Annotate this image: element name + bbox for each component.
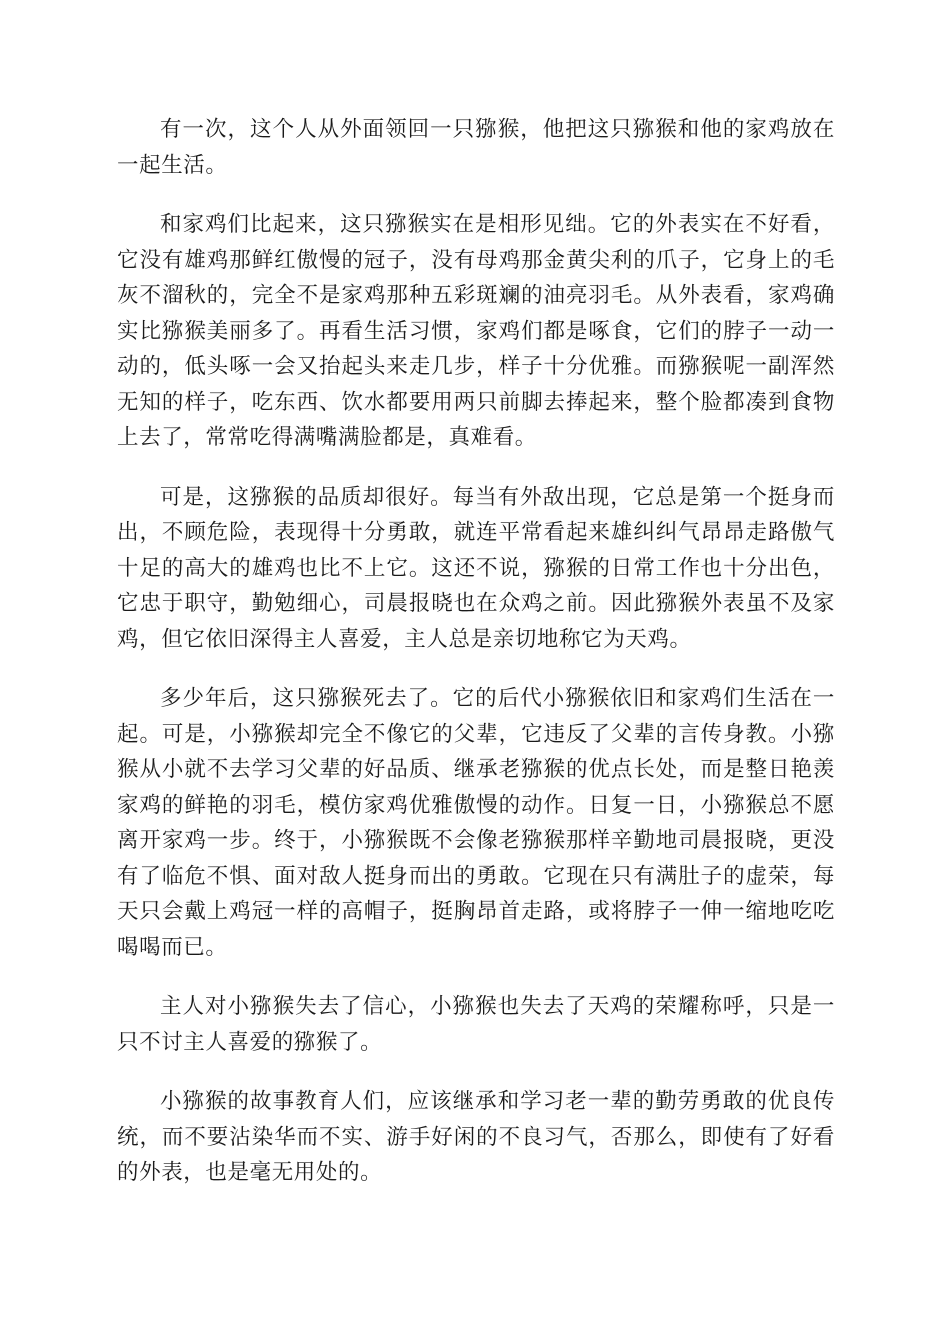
paragraph-6: 小猕猴的故事教育人们，应该继承和学习老一辈的勤劳勇敢的优良传统，而不要沾染华而不实、游手好闲的不良习气，否那么，即使有了好看的外表，也是毫无用处的。: [117, 1089, 835, 1185]
paragraph-1: 有一次，这个人从外面领回一只猕猴，他把这只猕猴和他的家鸡放在一起生活。: [117, 117, 835, 178]
document-page: [117, 112, 835, 1215]
paragraph-4: 多少年后，这只猕猴死去了。它的后代小猕猴依旧和家鸡们生活在一起。可是，小猕猴却完全不像它的父辈，它违反了父辈的言传身教。小猕猴从小就不去学习父辈的好品质、继承老猕猴的优点长处，而是整日艳羡家鸡的鲜艳的羽毛，模仿家鸡优雅傲慢的动作。日复一日，小猕猴总不愿离开家鸡一步。终于，小猕猴既不会像老猕猴那样辛勤地司晨报晓，更没有了临危不惧、面对敌人挺身而出的勇敢。它现在只有满肚子的虚荣，每天只会戴上鸡冠一样的高帽子，挺胸昂首走路，或将脖子一伸一缩地吃吃喝喝而已。: [117, 686, 835, 960]
paragraph-5: 主人对小猕猴失去了信心，小猕猴也失去了天鸡的荣耀称呼，只是一只不讨主人喜爱的猕猴了。: [117, 994, 835, 1055]
paragraph-3: 可是，这猕猴的品质却很好。每当有外敌出现，它总是第一个挺身而出，不顾危险，表现得十分勇敢，就连平常看起来雄纠纠气昂昂走路傲气十足的高大的雄鸡也比不上它。这还不说，猕猴的日常工作也十分出色，它忠于职守，勤勉细心，司晨报晓也在众鸡之前。因此猕猴外表虽不及家鸡，但它依旧深得主人喜爱，主人总是亲切地称它为天鸡。: [117, 484, 835, 652]
paragraph-2: 和家鸡们比起来，这只猕猴实在是相形见绌。它的外表实在不好看，它没有雄鸡那鲜红傲慢的冠子，没有母鸡那金黄尖利的爪子，它身上的毛灰不溜秋的，完全不是家鸡那种五彩斑斓的油亮羽毛。从外表看，家鸡确实比猕猴美丽多了。再看生活习惯，家鸡们都是啄食，它们的脖子一动一动的，低头啄一会又抬起头来走几步，样子十分优雅。而猕猴呢一副浑然无知的样子，吃东西、饮水都要用两只前脚去捧起来，整个脸都凑到食物上去了，常常吃得满嘴满脸都是，真难看。: [117, 212, 835, 450]
